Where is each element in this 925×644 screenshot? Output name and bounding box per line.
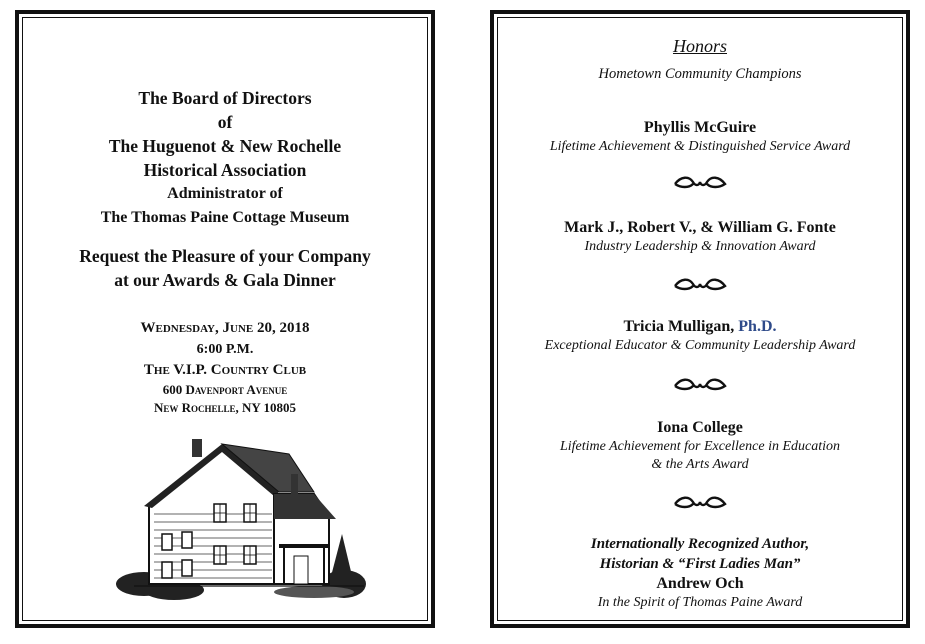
- honors-subtitle: Hometown Community Champions: [598, 66, 802, 82]
- cottage-illustration: [114, 434, 374, 602]
- honoree-name: Mark J., Robert V., & William G. Fonte: [564, 219, 836, 236]
- honoree-award: & the Arts Award: [651, 457, 749, 472]
- ornament-divider: [494, 494, 906, 515]
- honoree-award: Lifetime Achievement for Excellence in Education: [559, 439, 841, 454]
- request-text: [19, 244, 431, 292]
- honoree-name: Tricia Mulligan,: [623, 318, 735, 335]
- invitation-card: [15, 10, 435, 628]
- board-line: The Thomas Paine Cottage Museum: [100, 209, 350, 226]
- board-line: Administrator of: [167, 185, 283, 202]
- honoree: [494, 317, 906, 355]
- honoree-name: Phyllis McGuire: [643, 119, 757, 136]
- flourish-icon: [671, 494, 729, 510]
- honoree: [494, 218, 906, 256]
- event-time: 6:00 P.M.: [196, 342, 254, 357]
- flourish-icon: [671, 174, 729, 190]
- honors-card: [490, 10, 910, 628]
- flourish-icon: [671, 276, 729, 292]
- honoree: [494, 418, 906, 474]
- board-heading: [19, 86, 431, 230]
- honoree-credential: Ph.D.: [738, 318, 777, 335]
- ornament-divider: [494, 376, 906, 397]
- honoree-award: Industry Leadership & Innovation Award: [584, 239, 816, 254]
- honors-title: Honors: [672, 36, 727, 56]
- board-line: Historical Association: [143, 160, 307, 180]
- honoree-award: In the Spirit of Thomas Paine Award: [597, 595, 803, 610]
- honoree-descriptor: Internationally Recognized Author,: [590, 536, 810, 552]
- honoree: [494, 118, 906, 156]
- event-details: [19, 318, 431, 417]
- honoree-name: Andrew Och: [656, 575, 744, 592]
- board-line: The Huguenot & New Rochelle: [108, 136, 342, 156]
- honoree-award: Exceptional Educator & Community Leadership Award: [544, 338, 856, 353]
- board-line: The Board of Directors: [138, 88, 312, 108]
- honoree-descriptor: Historian & “First Ladies Man”: [599, 556, 801, 572]
- honoree-award: Lifetime Achievement & Distinguished Service Award: [549, 139, 851, 154]
- request-line: Request the Pleasure of your Company: [79, 246, 371, 266]
- honoree-name-row: [494, 317, 906, 337]
- event-street: 600 Davenport Avenue: [162, 382, 288, 397]
- request-line: at our Awards & Gala Dinner: [114, 270, 336, 290]
- honoree-name: Iona College: [657, 419, 743, 436]
- event-city: New Rochelle, NY 10805: [153, 400, 297, 415]
- event-venue: The V.I.P. Country Club: [143, 362, 307, 378]
- ornament-divider: [494, 174, 906, 195]
- ornament-divider: [494, 276, 906, 297]
- honoree: [494, 534, 906, 612]
- board-line: of: [217, 112, 233, 132]
- event-date: Wednesday, June 20, 2018: [140, 320, 310, 336]
- flourish-icon: [671, 376, 729, 392]
